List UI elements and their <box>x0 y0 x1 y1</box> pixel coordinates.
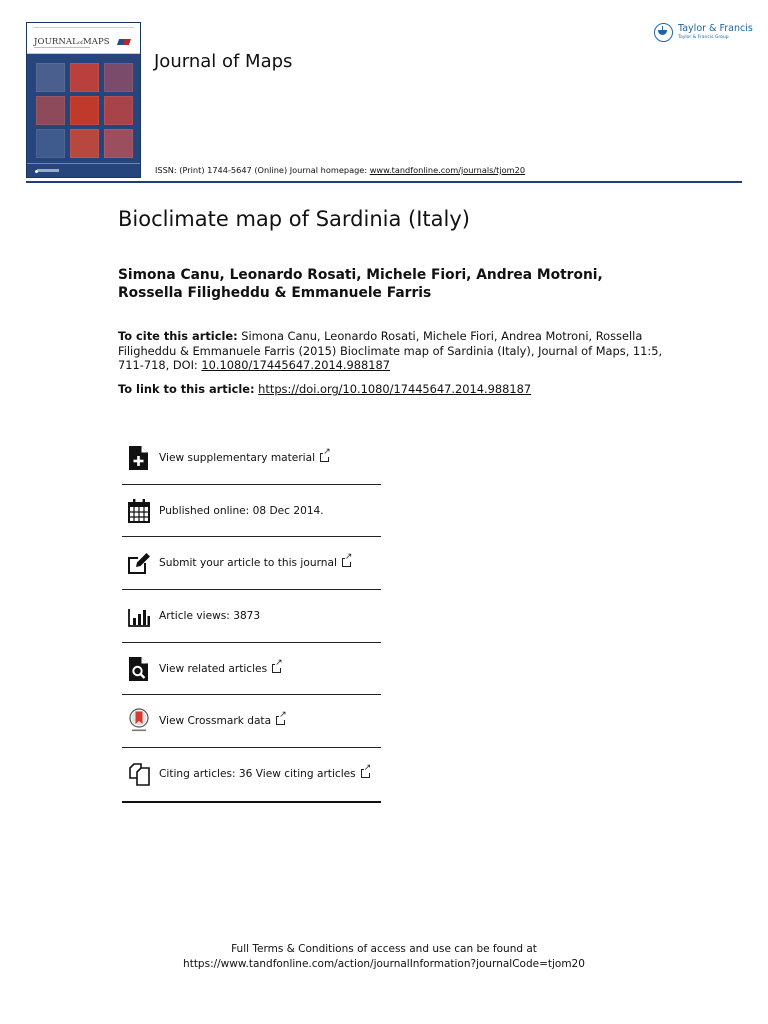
external-link-icon <box>320 453 329 462</box>
citing-articles-icon <box>128 761 150 787</box>
cover-map-tile <box>70 96 99 125</box>
header-rule <box>26 181 742 183</box>
info-label: View Crossmark data↗ <box>159 715 285 727</box>
external-link-icon <box>342 558 351 567</box>
doi-link[interactable]: 10.1080/17445647.2014.988187 <box>201 358 391 372</box>
footer-terms-text: Full Terms & Conditions of access and use can be found at <box>231 943 537 955</box>
journal-cover-image <box>26 22 141 178</box>
publisher-group: Taylor & Francis Group <box>678 35 729 40</box>
info-item-supplementary[interactable] <box>122 432 381 485</box>
crossmark-icon <box>128 708 150 734</box>
link-label: To link to this article: <box>118 382 255 396</box>
journal-name[interactable]: Journal of Maps <box>154 51 293 72</box>
info-item-submit[interactable] <box>122 537 381 590</box>
article-link-block <box>118 382 531 396</box>
cover-map-tile <box>104 129 133 158</box>
external-link-icon <box>361 769 370 778</box>
citation-block <box>118 329 663 373</box>
cover-subtitle-line <box>34 47 90 48</box>
cover-footer-divider <box>27 163 140 164</box>
info-item-citing[interactable] <box>122 748 381 803</box>
info-item-crossmark[interactable] <box>122 695 381 748</box>
cover-footer-text <box>37 169 59 172</box>
footer-terms <box>0 942 768 972</box>
cover-title: JOURNALofMAPS <box>34 37 110 47</box>
info-label: View related articles↗ <box>159 663 281 675</box>
cover-map-tile <box>70 129 99 158</box>
cover-map-tile <box>104 63 133 92</box>
add-document-icon <box>128 445 150 471</box>
info-label: View supplementary material↗ <box>159 452 329 464</box>
edit-icon <box>128 550 150 576</box>
issn-line <box>155 165 525 175</box>
publisher-logo[interactable] <box>654 22 754 48</box>
cover-title-band <box>27 23 140 54</box>
cover-map-tile <box>104 96 133 125</box>
bar-chart-icon <box>128 603 150 629</box>
info-item-views <box>122 590 381 643</box>
external-link-icon <box>276 716 285 725</box>
publisher-name: Taylor & Francis <box>678 23 753 34</box>
journal-homepage-link[interactable]: www.tandfonline.com/journals/tjom20 <box>369 165 526 175</box>
cover-divider <box>33 27 134 28</box>
article-authors: Simona Canu, Leonardo Rosati, Michele Fiori, Andrea Motroni, Rossella Filigheddu & Emmanuele Farris <box>118 267 603 301</box>
external-link-icon <box>272 664 281 673</box>
cover-map-tile <box>36 129 65 158</box>
info-label: Citing articles: 36 View citing articles↗ <box>159 768 370 780</box>
cover-map-tile <box>36 96 65 125</box>
issn-text: ISSN: (Print) 1744-5647 (Online) Journal homepage: <box>155 165 368 175</box>
article-title: Bioclimate map of Sardinia (Italy) <box>118 207 470 231</box>
cite-label: To cite this article: <box>118 329 238 343</box>
publisher-lamp-icon <box>654 23 673 42</box>
footer-terms-link[interactable]: https://www.tandfonline.com/action/journalInformation?journalCode=tjom20 <box>183 958 585 970</box>
article-info-list <box>122 432 381 803</box>
cover-map-tile <box>70 63 99 92</box>
info-label: Article views: 3873 <box>159 610 261 623</box>
cite-text: Simona Canu, Leonardo Rosati, Michele Fiori, Andrea Motroni, Rossella Filigheddu & Emmanuele Farris (2015) Bioclimate map of Sardinia (Italy), Journal of Maps, 11:5, 711-718, DOI: <box>118 329 663 372</box>
cover-map-tile <box>36 63 65 92</box>
article-doi-url[interactable]: https://doi.org/10.1080/17445647.2014.988187 <box>258 382 532 396</box>
info-label: Submit your article to this journal↗ <box>159 557 351 569</box>
cover-publisher-logo <box>117 39 131 45</box>
calendar-icon <box>128 498 150 524</box>
info-item-related[interactable] <box>122 643 381 696</box>
info-item-published <box>122 485 381 538</box>
search-document-icon <box>128 656 150 682</box>
info-label: Published online: 08 Dec 2014. <box>159 504 324 517</box>
